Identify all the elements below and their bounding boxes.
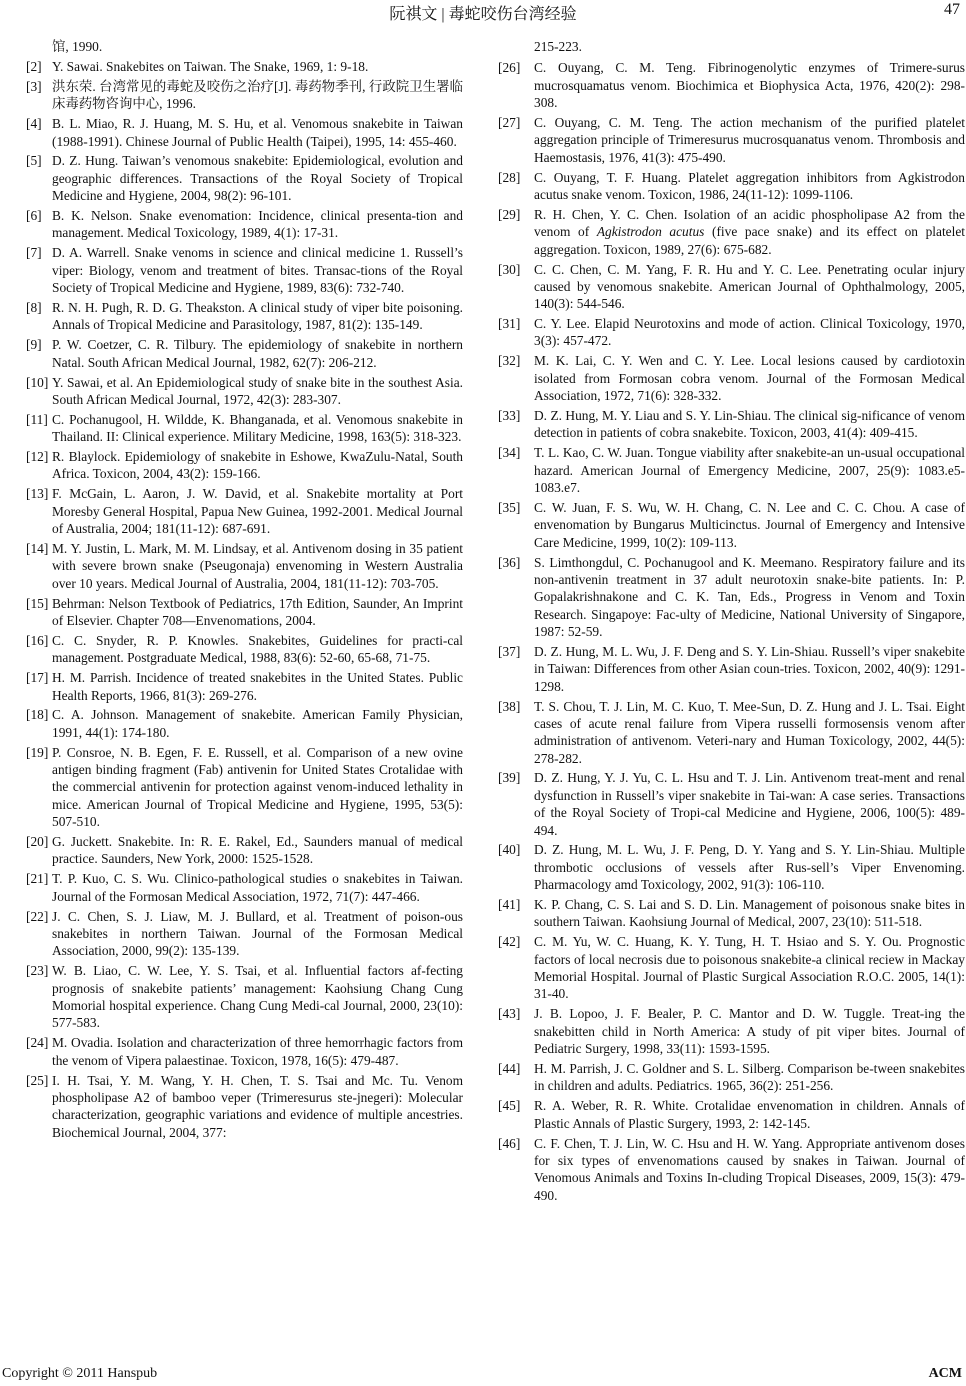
reference-text: D. Z. Hung, M. L. Wu, J. F. Peng, D. Y. Yang and S. Y. Lin-Shiau. Multiple thrombotic occlusions of vessels after Rus-sell’s Viper Envenoming. Pharmacology amd Toxicology, 2002, 91(3): 106-110.	[534, 842, 965, 893]
reference-item	[498, 554, 965, 641]
reference-number: [16]	[26, 632, 49, 648]
reference-text: R. N. H. Pugh, R. D. G. Theakston. A clinical study of viper bite poisoning. Annals of Tropical Medicine and Parasitology, 1987, 81(2): 135-149.	[52, 299, 463, 333]
reference-text: F. McGain, L. Aaron, J. W. David, et al. Snakebite mortality at Port Moresby General Hospital, Papua New Guinea, 1992-2001. Medical Journal of Australia, 2004; 181(11-12): 687-691.	[52, 486, 463, 537]
reference-text: C. Ouyang, C. M. Teng. The action mechanism of the purified platelet aggregation principle of Trimeresurus mucrosquanatus venom. Thrombosis and Haemostasis, 1976, 41(3): 475-490.	[534, 114, 965, 165]
reference-item	[498, 444, 965, 496]
reference-item	[26, 595, 463, 630]
reference-number: [26]	[498, 60, 521, 76]
reference-number: [9]	[26, 337, 42, 353]
reference-number: [11]	[26, 411, 48, 427]
reference-item	[26, 58, 463, 75]
reference-text: C. C. Snyder, R. P. Knowles. Snakebites, Guidelines for practi-cal management. Postgraduate Medical, 1988, 83(6): 52-60, 65-68, 71-75.	[52, 632, 463, 666]
running-title: 阮祺文 | 毒蛇咬伤台湾经验	[389, 6, 577, 23]
reference-number: [20]	[26, 834, 49, 850]
reference-text: R. A. Weber, R. R. White. Crotalidae envenomation in children. Annals of Plastic Annals of Plastic Surgery, 1993, 2: 142-145.	[534, 1098, 965, 1131]
reference-number: [24]	[26, 1035, 49, 1051]
reference-text: R. H. Chen, Y. C. Chen. Isolation of an acidic phospholipase A2 from the venom of	[534, 206, 965, 240]
reference-number: [23]	[26, 963, 49, 979]
reference-item	[26, 115, 463, 150]
reference-item	[498, 1135, 965, 1204]
reference-item	[26, 152, 463, 204]
reference-number: [6]	[26, 208, 42, 224]
reference-text: B. L. Miao, R. J. Huang, M. S. Hu, et al. Venomous snakebite in Taiwan (1988-1991). Chinese Journal of Public Health (Taipei), 1995, 14: 455-460.	[52, 116, 463, 149]
reference-item	[26, 448, 463, 483]
reference-item	[498, 315, 965, 350]
reference-item	[26, 632, 463, 667]
reference-continuation: 215-223.	[534, 39, 582, 54]
reference-item	[26, 485, 463, 537]
reference-item	[498, 1005, 965, 1057]
reference-text: M. Ovadia. Isolation and characterization of three hemorrhagic factors from the venom of Vipera palaestinae. Toxicon, 1978, 16(5): 479-487.	[52, 1035, 463, 1068]
reference-number: [4]	[26, 116, 42, 132]
copyright: Copyright © 2011 Hanspub	[2, 1366, 158, 1381]
reference-number: [21]	[26, 871, 49, 887]
reference-text: C. M. Yu, W. C. Huang, K. Y. Tung, H. T. Hsiao and S. Y. Ou. Prognostic factors of local necrosis due to poisonous snakebite-a clinical reciew in Mackay Memorial Hospital. Journal of Plastic Surgical Association R.O.C. 2005, 14(1): 31-40.	[534, 934, 965, 1002]
reference-item	[26, 374, 463, 409]
reference-item	[26, 540, 463, 592]
reference-item	[26, 207, 463, 242]
reference-item	[26, 669, 463, 704]
reference-item	[498, 1097, 965, 1132]
reference-text: C. Ouyang, C. M. Teng. Fibrinogenolytic enzymes of Trimere-surus mucrosquamatus venom. Biochimica et Biophysica Acta, 1976, 420(2): 298-308.	[534, 60, 965, 111]
reference-number: [40]	[498, 842, 521, 858]
reference-number: [2]	[26, 58, 42, 74]
reference-number: [13]	[26, 486, 49, 502]
reference-number: [39]	[498, 770, 521, 786]
reference-text: Behrman: Nelson Textbook of Pediatrics, 17th Edition, Saunder, An Imprint of Elsevier. Chapter 708—Envenomations, 2004.	[52, 595, 463, 628]
reference-number: [43]	[498, 1006, 521, 1022]
reference-text: 洪东荣. 台湾常见的毒蛇及咬伤之治疗[J]. 毒药物季刊, 行政院卫生署临床毒药物咨询中心, 1996.	[52, 78, 463, 112]
reference-number: [3]	[26, 78, 42, 94]
reference-text: Y. Sawai, et al. An Epidemiological study of snake bite in the southest Asia. South African Medical Journal, 1972, 42(3): 283-307.	[52, 374, 463, 407]
reference-number: [7]	[26, 245, 42, 261]
reference-number: [25]	[26, 1072, 49, 1088]
reference-item	[26, 1072, 463, 1141]
reference-item	[498, 841, 965, 893]
reference-item	[26, 244, 463, 296]
reference-number: [8]	[26, 299, 42, 315]
reference-text: C. C. Chen, C. M. Yang, F. R. Hu and Y. C. Lee. Penetrating ocular injury caused by venomous snakebite. American Journal of Ophthalmology, 2005, 140(3): 544-546.	[534, 261, 965, 312]
reference-item	[26, 299, 463, 334]
reference-item	[498, 769, 965, 838]
reference-item	[26, 833, 463, 868]
reference-item	[498, 643, 965, 695]
reference-item	[498, 933, 965, 1002]
reference-text: T. P. Kuo, C. S. Wu. Clinico-pathological studies o snakebites in Taiwan. Journal of the Formosan Medical Association, 1972, 71(7): 447-466.	[52, 871, 463, 904]
reference-item	[26, 744, 463, 831]
reference-number: [15]	[26, 595, 49, 611]
reference-text: C. F. Chen, T. J. Lin, W. C. Hsu and H. W. Yang. Appropriate antivenom doses for six types of envenomations caused by snakes in Taiwan. Journal of Venomous Animals and Toxins In-cluding Tropical Diseases, 2009, 15(3): 479-490.	[534, 1135, 965, 1203]
reference-number: [37]	[498, 643, 521, 659]
reference-item	[26, 908, 463, 960]
reference-item	[26, 336, 463, 371]
reference-text-cont: (five pace snake) and its effect on platelet aggregation. Toxicon, 1989, 27(6): 675-682.	[534, 224, 966, 257]
reference-item	[26, 411, 463, 446]
reference-number: [44]	[498, 1060, 521, 1076]
reference-text: D. Z. Hung. Taiwan’s venomous snakebite: Epidemiological, evolution and geographic differences. Transactions of the Royal Society of Tropical Medicine and Hygiene, 2004, 98(2): 96-101.	[52, 153, 463, 204]
reference-item	[498, 114, 965, 166]
reference-number: [10]	[26, 374, 49, 390]
reference-text: C. W. Juan, F. S. Wu, W. H. Chang, C. N. Lee and C. C. Chou. A case of envenomation by Bungarus Multicinctus. Journal of Emergency and Intensive Care Medicine, 1999, 10(2): 109-113.	[534, 499, 965, 550]
reference-number: [35]	[498, 499, 521, 515]
reference-number: [31]	[498, 316, 521, 332]
reference-item	[26, 78, 463, 113]
reference-number: [45]	[498, 1098, 521, 1114]
species-name: Agkistrodon acutus	[596, 224, 705, 240]
reference-item	[26, 1034, 463, 1069]
reference-item	[498, 169, 965, 204]
reference-text: H. M. Parrish, J. C. Goldner and S. L. Silberg. Comparison be-tween snakebites in children and adults. Pediatrics. 1965, 36(2): 251-256.	[534, 1060, 965, 1094]
reference-text: P. Consroe, N. B. Egen, F. E. Russell, et al. Comparison of a new ovine antigen binding fragment (Fab) antivenin for United States Crotalidae with the commercial antivenin for protection against venom-induced lethality in mice. American Journal of Tropical Medicine and Hygiene, 1995, 53(5): 507-510.	[52, 744, 463, 830]
reference-item	[498, 1060, 965, 1095]
reference-continuation: 馆, 1990.	[52, 39, 103, 54]
reference-text: I. H. Tsai, Y. M. Wang, Y. H. Chen, T. S. Tsai and Mc. Tu. Venom phospholipase A2 of bamboo veper (Trimeresurus ste-jnegeri): Molecular characterization, geographic variations and evidence of multiple ancestries. Biochemical Journal, 2004, 377:	[52, 1072, 463, 1140]
reference-number: [30]	[498, 261, 521, 277]
reference-text: Y. Sawai. Snakebites on Taiwan. The Snake, 1969, 1: 9-18.	[52, 58, 369, 74]
reference-number: [46]	[498, 1135, 521, 1151]
reference-number: [32]	[498, 353, 521, 369]
reference-text: D. Z. Hung, M. L. Wu, J. F. Deng and S. Y. Lin-Shiau. Russell’s viper snakebite in Taiwan: Differences from other Asian coun-tries. Toxicon, 2002, 40(9): 1291-1298.	[534, 643, 965, 694]
reference-item	[498, 499, 965, 551]
reference-number: [22]	[26, 908, 49, 924]
reference-text: C. Pochanugool, H. Wildde, K. Bhanganada, et al. Venomous snakebite in Thailand. II: Clinical experience. Military Medicine, 1998, 163(5): 318-323.	[52, 411, 463, 445]
reference-text: T. L. Kao, C. W. Juan. Tongue viability after snakebite-an un-usual occupational hazard. American Journal of Emergency Medicine, 2007, 25(9): 1083.e5-1083.e7.	[534, 445, 965, 495]
reference-text: J. C. Chen, S. J. Liaw, M. J. Bullard, et al. Treatment of poison-ous snakebites in northern Taiwan. Journal of the Formosan Medical Association, 2000, 99(2): 135-139.	[52, 908, 463, 959]
reference-item	[498, 352, 965, 404]
reference-text: D. Z. Hung, Y. J. Yu, C. L. Hsu and T. J. Lin. Antivenom treat-ment and renal dysfunction in Russell’s viper snakebite in Tai-wan: A case series. Transactions of the Royal Society of Tropi-cal Medicine and Hygiene, 2006, 100(5): 489-494.	[534, 770, 965, 838]
reference-item	[498, 261, 965, 313]
reference-text: P. W. Coetzer, C. R. Tilbury. The epidemiology of snakebite in northern Natal. South African Medical Journal, 1982, 62(7): 206-212.	[52, 337, 463, 370]
reference-number: [17]	[26, 670, 49, 686]
journal-name: ACM	[928, 1366, 962, 1381]
reference-number: [42]	[498, 934, 521, 950]
reference-number: [38]	[498, 698, 521, 714]
reference-text: M. K. Lai, C. Y. Wen and C. Y. Lee. Local lesions caused by cardiotoxin isolated from Formosan cobra venom. Journal of the Formosan Medical Association, 1972, 71(6): 328-332.	[534, 353, 965, 404]
reference-text: T. S. Chou, T. J. Lin, M. C. Kuo, T. Mee-Sun, D. Z. Hung and J. L. Tsai. Eight cases of acute renal failure from Vipera russelli formosensis venom after administration of antivenom. Veteri-nary and Human Toxicology, 2002, 44(5): 278-282.	[534, 698, 965, 766]
reference-number: [12]	[26, 449, 49, 465]
reference-text: S. Limthongdul, C. Pochanugool and K. Meemano. Respiratory failure and its non-antivenin treatment in 37 adult neurotoxin snake-bite patients. In: P. Gopalakrishnakone and C. K. Tan, Eds., Progress in Venom and Toxin Research. Singapoye: Fac-ulty of Medicine, National University of Singapore, 1987: 52-59.	[534, 554, 965, 639]
reference-item	[498, 698, 965, 767]
reference-text: C. A. Johnson. Management of snakebite. American Family Physician, 1991, 44(1): 174-180.	[52, 707, 463, 740]
reference-number: [29]	[498, 206, 521, 222]
reference-number: [19]	[26, 744, 49, 760]
reference-item	[498, 407, 965, 442]
reference-item	[26, 962, 463, 1031]
reference-item	[498, 206, 965, 258]
reference-text: C. Ouyang, T. F. Huang. Platelet aggregation inhibitors from Agkistrodon acutus snake venom. Toxicon, 1986, 24(11-12): 1099-1106.	[534, 169, 965, 202]
reference-item	[26, 706, 463, 741]
reference-text: D. Z. Hung, M. Y. Liau and S. Y. Lin-Shiau. The clinical sig-nificance of venom detection in patients of cobra snakebite. Toxicon, 2003, 41(4): 409-415.	[534, 408, 965, 441]
reference-number: [18]	[26, 707, 49, 723]
reference-text: W. B. Liao, C. W. Lee, Y. S. Tsai, et al. Influential factors af-fecting prognosis of snakebite patients’ management: Kaohsiung Chang Cung Momorial hospital experience. Chang Cung Medi-cal Journal, 2000, 23(10): 577-583.	[52, 963, 463, 1031]
references-left-column	[26, 38, 463, 1143]
page-number: 47	[944, 1, 960, 18]
reference-number: [33]	[498, 408, 521, 424]
page-header	[0, 0, 966, 22]
reference-text: K. P. Chang, C. S. Lai and S. D. Lin. Management of poisonous snake bites in southern Taiwan. Kaohsiung Journal of Medical, 2007, 23(10): 511-518.	[534, 897, 965, 930]
reference-item	[498, 896, 965, 931]
references-right-column	[498, 38, 965, 1206]
reference-number: [5]	[26, 153, 42, 169]
reference-number: [41]	[498, 897, 521, 913]
reference-text: C. Y. Lee. Elapid Neurotoxins and mode of action. Clinical Toxicology, 1970, 3(3): 457-472.	[534, 316, 965, 349]
reference-text: R. Blaylock. Epidemiology of snakebite in Eshowe, KwaZulu-Natal, South Africa. Toxicon, 2004, 43(2): 159-166.	[52, 449, 463, 482]
reference-number: [36]	[498, 554, 521, 570]
reference-text: G. Juckett. Snakebite. In: R. E. Rakel, Ed., Saunders manual of medical practice. Saunders, New York, 2000: 1525-1528.	[52, 834, 463, 867]
reference-item	[26, 870, 463, 905]
reference-text: D. A. Warrell. Snake venoms in science and clinical medicine 1. Russell’s viper: Biology, venom and treatment of bites. Transac-tions of the Royal Society of Tropical Medicine and Hygiene, 1989, 83(6): 732-740.	[52, 245, 463, 296]
reference-number: [34]	[498, 445, 521, 461]
reference-text: M. Y. Justin, L. Mark, M. M. Lindsay, et al. Antivenom dosing in 35 patient with severe brown snake (Pseugonaja) envenoming in Western Australia over 10 years. Medical Journal of Australia, 2004, 181(11-12): 703-705.	[52, 541, 463, 591]
reference-number: [27]	[498, 114, 521, 130]
reference-number: [14]	[26, 541, 49, 556]
reference-text: J. B. Lopoo, J. F. Bealer, P. C. Mantor and D. W. Tuggle. Treat-ing the snakebitten child in North America: A study of pit viper bites. Journal of Pediatric Surgery, 1998, 33(11): 1593-1595.	[534, 1006, 965, 1056]
reference-text: B. K. Nelson. Snake evenomation: Incidence, clinical presenta-tion and management. Medical Toxicology, 1989, 4(1): 17-31.	[52, 208, 463, 241]
reference-item	[498, 59, 965, 111]
reference-number: [28]	[498, 169, 521, 185]
reference-text: H. M. Parrish. Incidence of treated snakebites in the United States. Public Health Reports, 1966, 81(3): 269-276.	[52, 670, 463, 703]
